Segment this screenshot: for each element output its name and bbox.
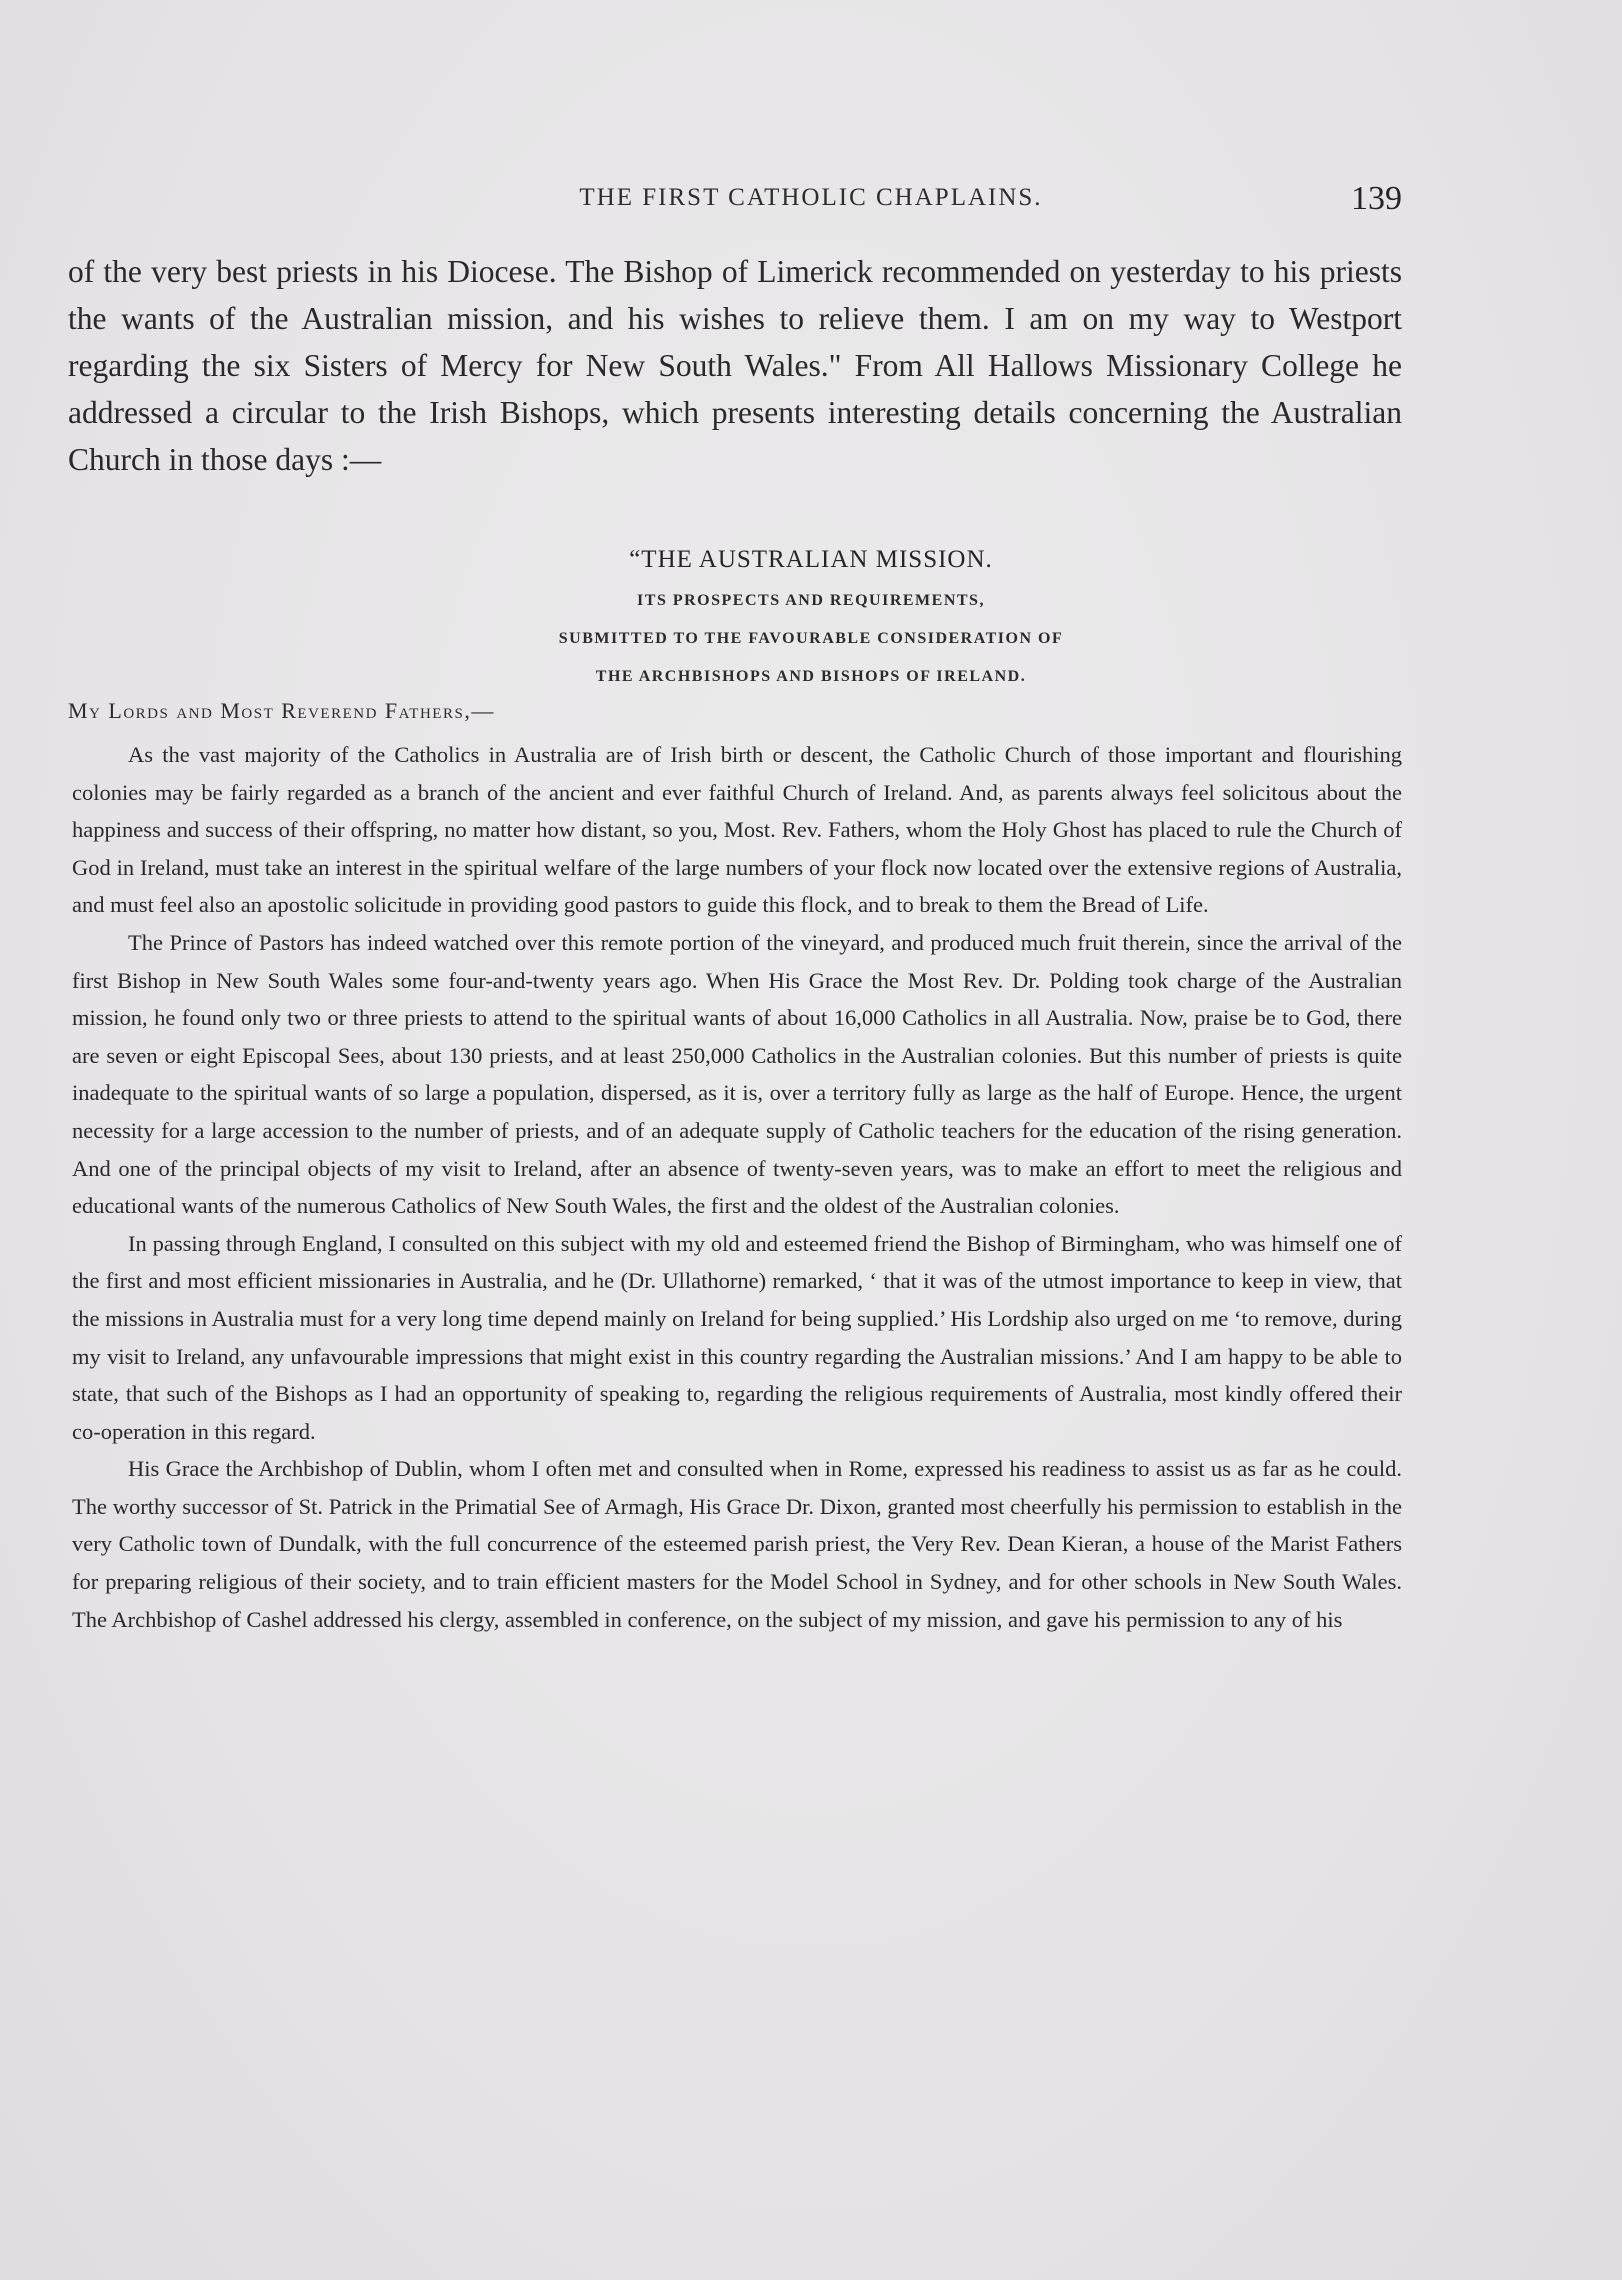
body-paragraph: As the vast majority of the Catholics in Australia are of Irish birth or descent, the Catholic Church of those important and flourishing colonies may be fairly regarded as a branch of the ancient and ever faithful Church of Ireland. And, as parents always feel solicitous about the happiness and success of their offspring, no matter how distant, so you, Most. Rev. Fathers, whom the Holy Ghost has placed to rule the Church of God in Ireland, must take an interest in the spiritual welfare of the large numbers of your flock now located over the extensive regions of Australia, and must feel also an apostolic solicitude in providing good pastors to guide this flock, and to break to them the Bread of Life. (72, 742, 1402, 918)
salutation: My Lords and Most Reverend Fathers,— (68, 698, 495, 723)
running-title: THE FIRST CATHOLIC CHAPLAINS. (579, 184, 1043, 211)
circular-subtitle-3: THE ARCHBISHOPS AND BISHOPS OF IRELAND. (595, 668, 1027, 685)
page-header (0, 180, 1622, 224)
intro-paragraph: of the very best priests in his Diocese. The Bishop of Limerick recommended on yesterday to his priests the wants of the Australian mission, and his wishes to relieve them. I am on my way to Westport regarding the six Sisters of Mercy for New South Wales." From All Hallows Missionary College he addressed a circular to the Irish Bishops, which presents interesting details concerning the Australian Church in those days :— (68, 254, 1402, 477)
circular-subtitle-2: SUBMITTED TO THE FAVOURABLE CONSIDERATION OF (558, 630, 1064, 647)
circular-heading (0, 540, 1622, 696)
circular-subtitle-1: ITS PROSPECTS AND REQUIREMENTS, (637, 592, 985, 609)
page-number: 139 (1351, 180, 1402, 217)
body-paragraph: In passing through England, I consulted on this subject with my old and esteemed friend the Bishop of Birmingham, who was himself one of the first and most efficient missionaries in Australia, and he (Dr. Ullathorne) remarked, ‘ that it was of the utmost importance to keep in view, that the missions in Australia must for a very long time depend mainly on Ireland for being supplied.’ His Lordship also urged on me ‘to remove, during my visit to Ireland, any unfavourable impressions that might exist in this country regarding the Australian missions.’ And I am happy to be able to state, that such of the Bishops as I had an opportunity of speaking to, regarding the religious requirements of Australia, most kindly offered their co-operation in this regard. (72, 1230, 1402, 1444)
circular-body (72, 736, 1402, 1638)
circular-title: “THE AUSTRALIAN MISSION. (629, 546, 993, 573)
body-paragraph: The Prince of Pastors has indeed watched over this remote portion of the vineyard, and produced much fruit therein, since the arrival of the first Bishop in New South Wales some four-and-twenty years ago. When His Grace the Most Rev. Dr. Polding took charge of the Australian mission, he found only two or three priests to attend to the spiritual wants of about 16,000 Catholics in all Australia. Now, praise be to God, there are seven or eight Episcopal Sees, about 130 priests, and at least 250,000 Catholics in the Australian colonies. But this number of priests is quite inadequate to the spiritual wants of so large a population, dispersed, as it is, over a territory fully as large as the half of Europe. Hence, the urgent necessity for a large accession to the number of priests, and of an adequate supply of Catholic teachers for the education of the rising generation. And one of the principal objects of my visit to Ireland, after an absence of twenty-seven years, was to make an effort to meet the religious and educational wants of the numerous Catholics of New South Wales, the first and the oldest of the Australian colonies. (72, 929, 1402, 1219)
intro-text (68, 248, 1402, 483)
body-paragraph: His Grace the Archbishop of Dublin, whom I often met and consulted when in Rome, expressed his readiness to assist us as far as he could. The worthy successor of St. Patrick in the Primatial See of Armagh, His Grace Dr. Dixon, granted most cheerfully his permission to establish in the very Catholic town of Dundalk, with the full concurrence of the esteemed parish priest, the Very Rev. Dean Kieran, a house of the Marist Fathers for preparing religious of their society, and to train efficient masters for the Model School in Sydney, and for other schools in New South Wales. The Archbishop of Cashel addressed his clergy, assembled in conference, on the subject of my mission, and gave his permission to any of his (72, 1456, 1402, 1632)
